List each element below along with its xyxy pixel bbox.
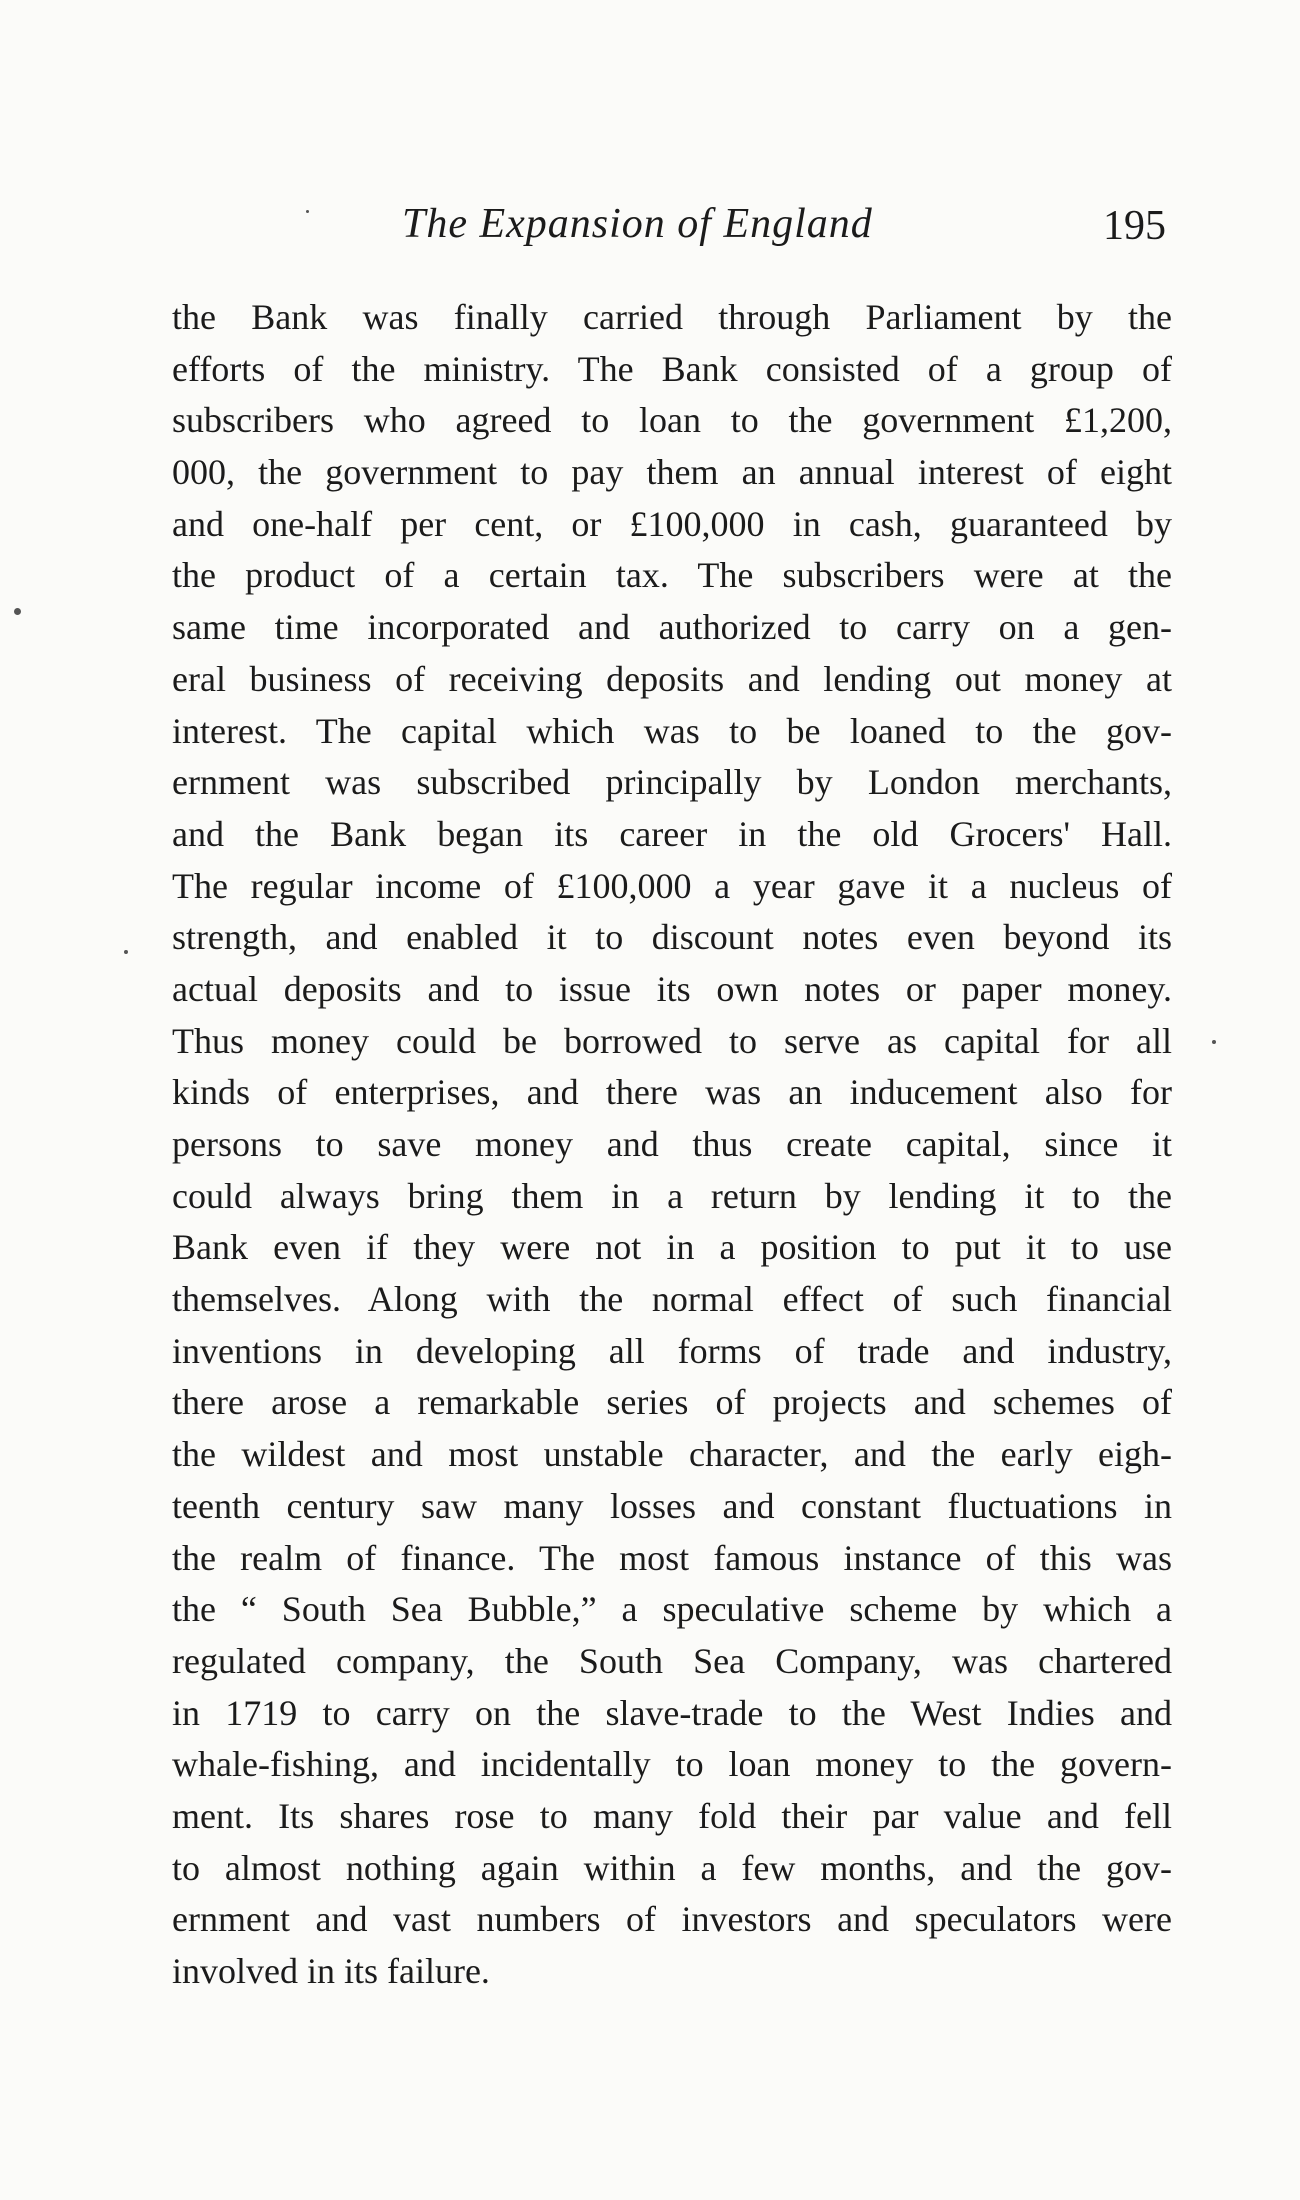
text-line: efforts of the ministry. The Bank consisted of a group of — [172, 348, 1172, 389]
text-line: inventions in developing all forms of trade and industry, — [172, 1330, 1172, 1371]
text-line: same time incorporated and authorized to carry on a gen- — [172, 607, 1172, 648]
text-line: The regular income of £100,000 a year gave it a nucleus of — [172, 865, 1172, 906]
page-number: 195 — [1103, 203, 1166, 249]
text-line: Thus money could be borrowed to serve as capital for all — [172, 1020, 1172, 1061]
text-line: could always bring them in a return by lending it to the — [172, 1175, 1172, 1216]
text-line: subscribers who agreed to loan to the government £1,200, — [172, 400, 1172, 441]
text-line: regulated company, the South Sea Company, was chartered — [172, 1640, 1172, 1681]
text-line: and one-half per cent, or £100,000 in cash, guaranteed by — [172, 503, 1172, 544]
scan-speck — [14, 608, 21, 615]
text-line: ernment and vast numbers of investors and speculators were — [172, 1899, 1172, 1940]
scan-speck — [306, 210, 309, 213]
text-line: the product of a certain tax. The subscribers were at the — [172, 555, 1172, 596]
text-line: teenth century saw many losses and constant fluctuations in — [172, 1485, 1172, 1526]
scan-speck — [1212, 1040, 1216, 1044]
text-line: Bank even if they were not in a position to put it to use — [172, 1227, 1172, 1268]
text-line: 000, the government to pay them an annual interest of eight — [172, 452, 1172, 493]
text-line: the “ South Sea Bubble,” a speculative scheme by which a — [172, 1589, 1172, 1630]
text-line: themselves. Along with the normal effect of such financial — [172, 1279, 1172, 1320]
text-line: ment. Its shares rose to many fold their par value and fell — [172, 1795, 1172, 1836]
text-line: to almost nothing again within a few months, and the gov- — [172, 1847, 1172, 1888]
body-paragraph — [172, 292, 1172, 1998]
text-line: the realm of finance. The most famous instance of this was — [172, 1537, 1172, 1578]
text-line: eral business of receiving deposits and lending out money at — [172, 658, 1172, 699]
text-line: ernment was subscribed principally by London merchants, — [172, 762, 1172, 803]
text-line: in 1719 to carry on the slave-trade to the West Indies and — [172, 1692, 1172, 1733]
text-line: actual deposits and to issue its own notes or paper money. — [172, 968, 1172, 1009]
running-title: The Expansion of England — [402, 201, 873, 247]
text-line: and the Bank began its career in the old Grocers' Hall. — [172, 813, 1172, 854]
text-line: the wildest and most unstable character, and the early eigh- — [172, 1434, 1172, 1475]
scan-speck — [124, 950, 128, 954]
text-line: kinds of enterprises, and there was an inducement also for — [172, 1072, 1172, 1113]
text-line: there arose a remarkable series of projects and schemes of — [172, 1382, 1172, 1423]
text-line: whale-fishing, and incidentally to loan money to the govern- — [172, 1744, 1172, 1785]
text-line: the Bank was finally carried through Parliament by the — [172, 297, 1172, 337]
text-line: interest. The capital which was to be loaned to the gov- — [172, 710, 1172, 751]
text-line: persons to save money and thus create capital, since it — [172, 1124, 1172, 1164]
text-line: strength, and enabled it to discount notes even beyond its — [172, 917, 1172, 958]
running-head — [172, 200, 1172, 260]
text-line-last: involved in its failure. — [172, 1951, 490, 1991]
